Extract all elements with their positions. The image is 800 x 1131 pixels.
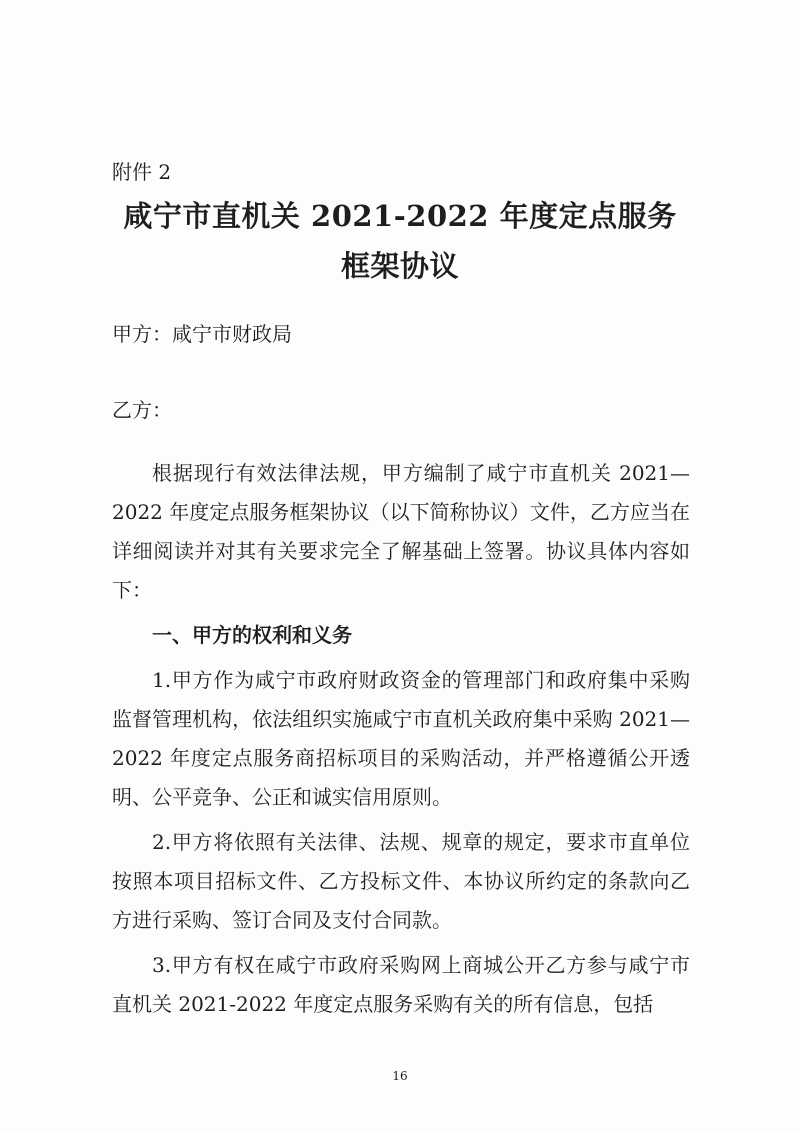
document-title-line-1: 咸宁市直机关 2021-2022 年度定点服务 [123,199,677,233]
attachment-label: 附件 2 [112,160,172,184]
intro-paragraph: 根据现行有效法律法规，甲方编制了咸宁市直机关 2021—2022 年度定点服务框架协议（以下简称协议）文件，乙方应当在详细阅读并对其有关要求完全了解基础上签署。协议具体内容如下： [112,461,690,602]
clause-2: 2.甲方将依照有关法律、法规、规章的规定，要求市直单位按照本项目招标文件、乙方投标文件、本协议所约定的条款向乙方进行采购、签订合同及支付合同款。 [112,830,690,932]
clause-1: 1.甲方作为咸宁市政府财政资金的管理部门和政府集中采购监督管理机构，依法组织实施咸宁市直机关政府集中采购 2021—2022 年度定点服务商招标项目的采购活动，并严格遵循公开透明、公平竞争、公正和诚实信用原则。 [112,668,690,809]
agreement-body [112,454,690,1024]
section-heading: 一、甲方的权利和义务 [152,623,352,647]
page-number: 16 [392,1069,408,1083]
clause-3: 3.甲方有权在咸宁市政府采购网上商城公开乙方参与咸宁市直机关 2021-2022 年度定点服务采购有关的所有信息，包括 [112,953,690,1016]
party-b: 乙方： [112,398,172,422]
document-title-line-2: 框架协议 [340,249,459,283]
party-a: 甲方：咸宁市财政局 [112,322,292,346]
